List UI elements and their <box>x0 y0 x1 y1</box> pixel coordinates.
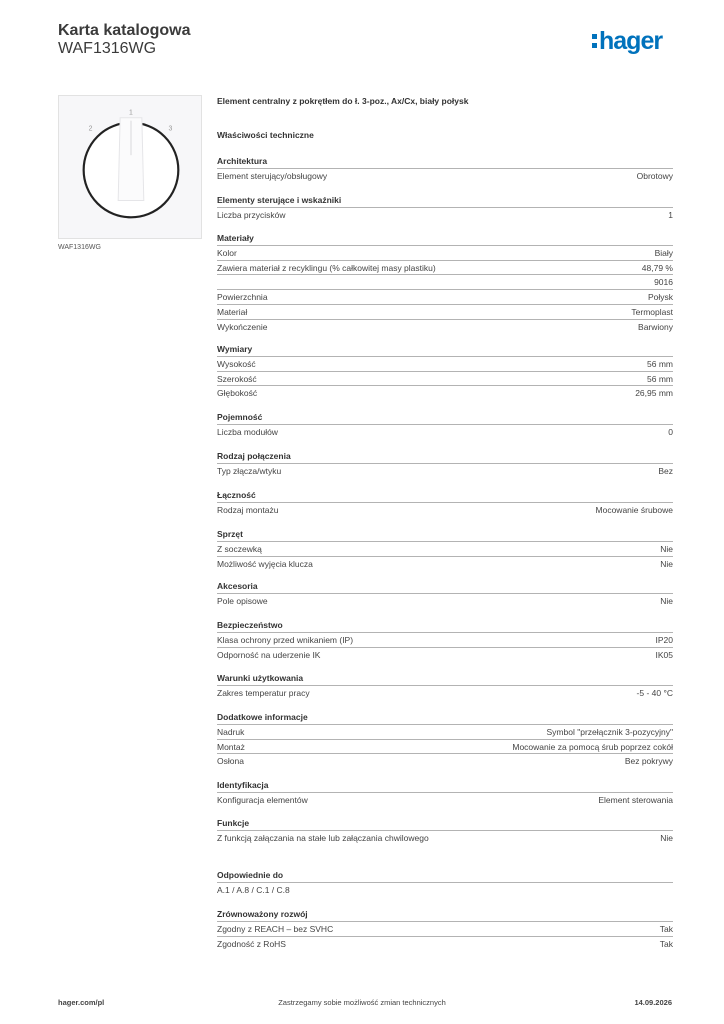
section-title: Rodzaj połączenia <box>217 451 291 461</box>
document-title: Karta katalogowa <box>58 22 191 39</box>
spec-value: Mocowanie śrubowe <box>595 505 673 515</box>
spec-label: Pole opisowe <box>217 596 268 606</box>
spec-value: -5 - 40 °C <box>636 688 673 698</box>
footer-date: 14.09.2026 <box>634 998 672 1007</box>
spec-row <box>217 207 673 222</box>
spec-label: Głębokość <box>217 388 258 399</box>
spec-row <box>217 168 673 183</box>
spec-row <box>217 319 673 334</box>
spec-row <box>217 245 673 260</box>
spec-label: Materiał <box>217 306 248 317</box>
spec-label: Powierzchnia <box>217 292 268 303</box>
spec-row <box>217 356 673 371</box>
spec-label: Szerokość <box>217 373 257 384</box>
knob-mark-2: 2 <box>88 125 93 133</box>
section-title: Zrównoważony rozwój <box>217 909 308 919</box>
spec-row <box>217 792 673 807</box>
spec-row <box>217 502 673 517</box>
spec-value: Obrotowy <box>636 171 673 181</box>
spec-value: 0 <box>668 427 673 437</box>
spec-label: Montaż <box>217 741 245 752</box>
rotary-knob-icon <box>59 96 201 238</box>
section-title: Architektura <box>217 156 268 166</box>
spec-value: 56 mm <box>647 373 673 384</box>
spec-row <box>217 739 673 754</box>
spec-value: Nie <box>660 558 673 569</box>
spec-row <box>217 936 673 951</box>
spec-value: Termoplast <box>631 306 673 317</box>
spec-label: Zakres temperatur pracy <box>217 688 310 698</box>
hager-logo <box>592 28 662 54</box>
spec-value: Bez <box>658 466 673 476</box>
spec-row <box>217 260 673 275</box>
spec-label: Typ złącza/wtyku <box>217 466 282 476</box>
section-title: Bezpieczeństwo <box>217 620 283 630</box>
section-title: Materiały <box>217 233 254 243</box>
section-title: Pojemność <box>217 412 263 422</box>
spec-label: Element sterujący/obsługowy <box>217 171 328 181</box>
spec-row <box>217 921 673 936</box>
spec-row <box>217 647 673 662</box>
spec-value: Nie <box>660 596 673 606</box>
section-title: Odpowiednie do <box>217 870 284 880</box>
spec-label: A.1 / A.8 / C.1 / C.8 <box>217 885 290 895</box>
footer-note: Zastrzegamy sobie możliwość zmian technicznych <box>278 998 446 1007</box>
spec-value: 56 mm <box>647 359 673 369</box>
section-title: Łączność <box>217 490 256 500</box>
spec-value: Tak <box>659 924 673 934</box>
spec-label: Kolor <box>217 248 237 258</box>
product-description: Element centralny z pokrętłem do ł. 3-poz., Ax/Cx, biały połysk <box>217 96 469 106</box>
knob-mark-3: 3 <box>168 125 173 133</box>
spec-value: Element sterowania <box>598 795 673 805</box>
spec-row <box>217 274 673 289</box>
product-image <box>58 95 202 239</box>
spec-label: Zgodny z REACH – bez SVHC <box>217 924 334 934</box>
spec-row <box>217 882 673 897</box>
section-title: Elementy sterujące i wskaźniki <box>217 195 342 205</box>
spec-value: Barwiony <box>638 321 673 332</box>
spec-value: 48,79 % <box>641 262 673 273</box>
spec-value: Tak <box>659 938 673 949</box>
spec-value: Mocowanie za pomocą śrub poprzez cokół <box>512 741 673 752</box>
spec-row <box>217 724 673 739</box>
section-title: Wymiary <box>217 344 253 354</box>
logo-dots-icon <box>592 34 597 48</box>
spec-label: Odporność na uderzenie IK <box>217 649 321 660</box>
spec-label: Konfiguracja elementów <box>217 795 308 805</box>
spec-value: IP20 <box>655 635 673 645</box>
spec-label: Osłona <box>217 756 244 767</box>
spec-row <box>217 753 673 768</box>
spec-value: Nie <box>660 544 673 554</box>
spec-label: Klasa ochrony przed wnikaniem (IP) <box>217 635 354 645</box>
section-title: Identyfikacja <box>217 780 269 790</box>
section-title: Sprzęt <box>217 529 243 539</box>
spec-label: Wykończenie <box>217 321 268 332</box>
spec-label: Nadruk <box>217 727 245 737</box>
spec-label: Rodzaj montażu <box>217 505 279 515</box>
spec-label: Wysokość <box>217 359 256 369</box>
spec-row <box>217 556 673 571</box>
section-title: Funkcje <box>217 818 250 828</box>
spec-value: Nie <box>660 833 673 843</box>
spec-row <box>217 632 673 647</box>
spec-row <box>217 304 673 319</box>
knob-mark-1: 1 <box>129 109 133 117</box>
spec-row <box>217 593 673 608</box>
properties-heading: Właściwości techniczne <box>217 130 314 140</box>
spec-label: Zawiera materiał z recyklingu (% całkowitej masy plastiku) <box>217 262 436 273</box>
image-caption: WAF1316WG <box>58 244 101 251</box>
section-title: Dodatkowe informacje <box>217 712 308 722</box>
spec-value: Bez pokrywy <box>624 756 673 767</box>
spec-label: Z funkcją załączania na stałe lub załączania chwilowego <box>217 833 429 843</box>
spec-row <box>217 385 673 400</box>
logo-text: hager <box>599 26 663 55</box>
product-code: WAF1316WG <box>58 40 157 57</box>
spec-row <box>217 463 673 478</box>
spec-value: 26,95 mm <box>635 388 673 399</box>
spec-row <box>217 541 673 556</box>
spec-label: Liczba przycisków <box>217 210 286 220</box>
spec-value: Symbol "przełącznik 3-pozycyjny" <box>546 727 673 737</box>
spec-value: 9016 <box>654 277 673 288</box>
spec-row <box>217 289 673 304</box>
spec-label: Zgodność z RoHS <box>217 938 286 949</box>
spec-value: 1 <box>668 210 673 220</box>
spec-row <box>217 424 673 439</box>
section-title: Warunki użytkowania <box>217 673 304 683</box>
spec-label: Liczba modułów <box>217 427 278 437</box>
spec-label: Z soczewką <box>217 544 262 554</box>
footer-url[interactable]: hager.com/pl <box>58 998 105 1007</box>
spec-row <box>217 371 673 386</box>
section-title: Akcesoria <box>217 581 258 591</box>
spec-value: IK05 <box>655 649 673 660</box>
spec-value: Biały <box>654 248 673 258</box>
spec-value: Połysk <box>647 292 673 303</box>
spec-label: Możliwość wyjęcia klucza <box>217 558 313 569</box>
spec-row <box>217 685 673 700</box>
spec-row <box>217 830 673 845</box>
